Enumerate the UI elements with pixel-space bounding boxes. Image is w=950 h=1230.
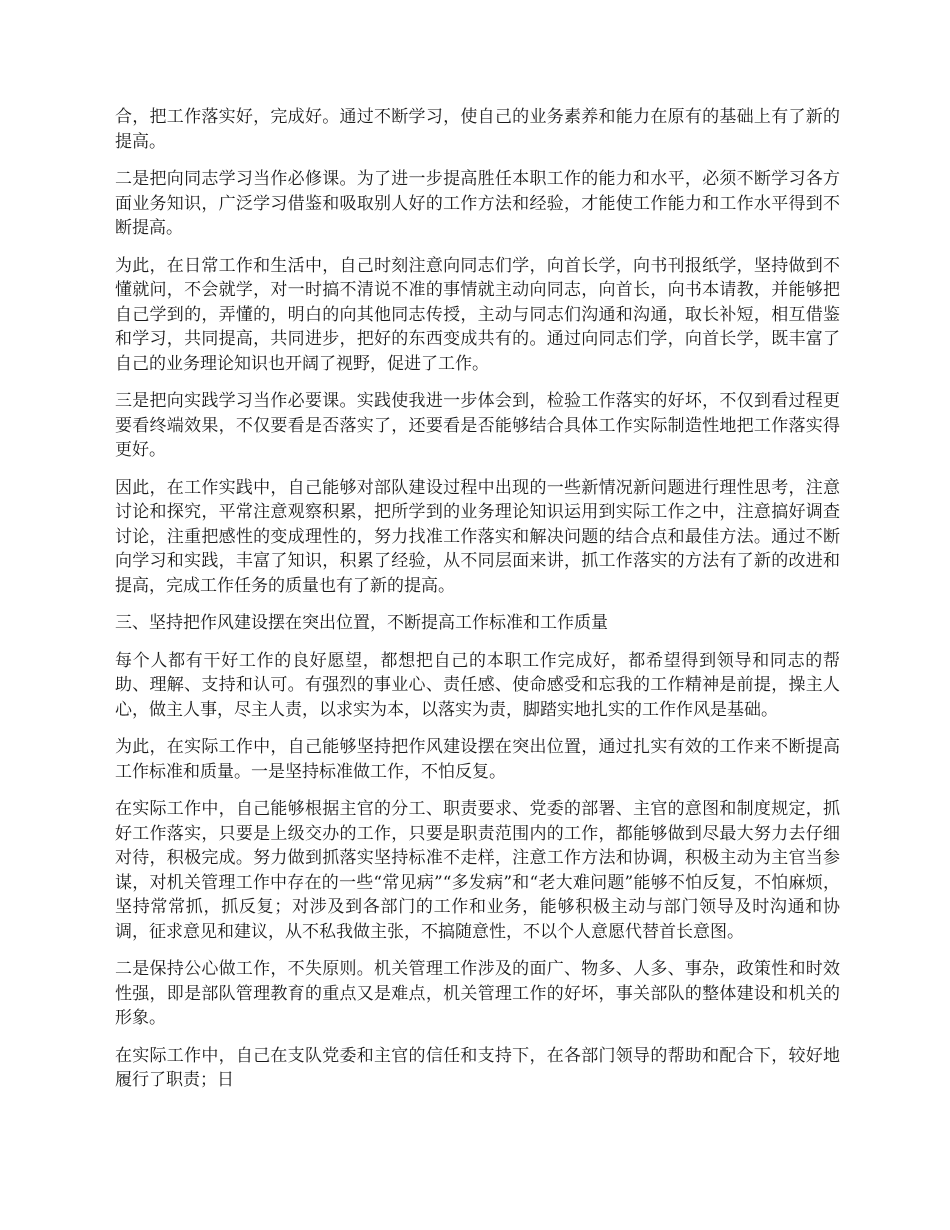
paragraph-3: 为此，在日常工作和生活中，自己时刻注意向同志们学，向首长学，向书刊报纸学，坚持做到不懂就问，不会就学，对一时搞不清说不准的事情就主动向同志，向首长，向书本请教，并能够把自己学到的，弄懂的，明白的向其他同志传授，主动与同志们沟通和沟通，取长补短，相互借鉴和学习，共同提高，共同进步，把好的东西变成共有的。通过向同志们学，向首长学，既丰富了自己的业务理论知识也开阔了视野，促进了工作。 [115,255,840,374]
paragraph-10: 二是保持公心做工作，不失原则。机关管理工作涉及的面广、物多、人多、事杂，政策性和时效性强，即是部队管理教育的重点又是难点，机关管理工作的好坏，事关部队的整体建设和机关的形象。 [115,959,840,1028]
paragraph-4: 三是把向实践学习当作必要课。实践使我进一步体会到，检验工作落实的好坏，不仅到看过程更要看终端效果，不仅要看是否落实了，还要看是否能够结合具体工作实际制造性地把工作落实得更好。 [115,391,840,460]
paragraph-8: 为此，在实际工作中，自己能够坚持把作风建设摆在突出位置，通过扎实有效的工作来不断提高工作标准和质量。一是坚持标准做工作，不怕反复。 [115,737,840,782]
paragraph-11: 在实际工作中，自己在支队党委和主官的信任和支持下，在各部门领导的帮助和配合下，较好地履行了职责；日 [115,1045,840,1090]
section-heading: 三、坚持把作风建设摆在突出位置，不断提高工作标准和工作质量 [115,613,608,633]
document-page [115,105,840,1106]
paragraph-5: 因此，在工作实践中，自己能够对部队建设过程中出现的一些新情况新问题进行理性思考，注意讨论和探究，平常注意观察积累，把所学到的业务理论知识运用到实际工作之中，注意搞好调查讨论，注重把感性的变成理性的，努力找准工作落实和解决问题的结合点和最佳方法。通过不断向学习和实践，丰富了知识，积累了经验，从不同层面来讲，抓工作落实的方法有了新的改进和提高，完成工作任务的质量也有了新的提高。 [115,477,840,596]
paragraph-1: 合，把工作落实好，完成好。通过不断学习，使自己的业务素养和能力在原有的基础上有了新的提高。 [115,107,840,152]
paragraph-7: 每个人都有干好工作的良好愿望，都想把自己的本职工作完成好，都希望得到领导和同志的帮助、理解、支持和认可。有强烈的事业心、责任感、使命感受和忘我的工作精神是前提，操主人心，做主人事，尽主人责，以求实为本，以落实为责，脚踏实地扎实的工作作风是基础。 [115,650,840,720]
paragraph-9: 在实际工作中，自己能够根据主官的分工、职责要求、党委的部署、主官的意图和制度规定，抓好工作落实，只要是上级交办的工作，只要是职责范围内的工作，都能够做到尽最大努力去仔细对待，积极完成。努力做到抓落实坚持标准不走样，注意工作方法和协调，积极主动为主官当参谋，对机关管理工作中存在的一些“常见病”“多发病”和“老大难问题”能够不怕反复，不怕麻烦，坚持常常抓，抓反复；对涉及到各部门的工作和业务，能够积极主动与部门领导及时沟通和协调，征求意见和建议，从不私我做主张，不搞随意性，不以个人意愿代替首长意图。 [115,799,840,942]
paragraph-2: 二是把向同志学习当作必修课。为了进一步提高胜任本职工作的能力和水平，必须不断学习各方面业务知识，广泛学习借鉴和吸取别人好的工作方法和经验，才能使工作能力和工作水平得到不断提高。 [115,169,840,238]
